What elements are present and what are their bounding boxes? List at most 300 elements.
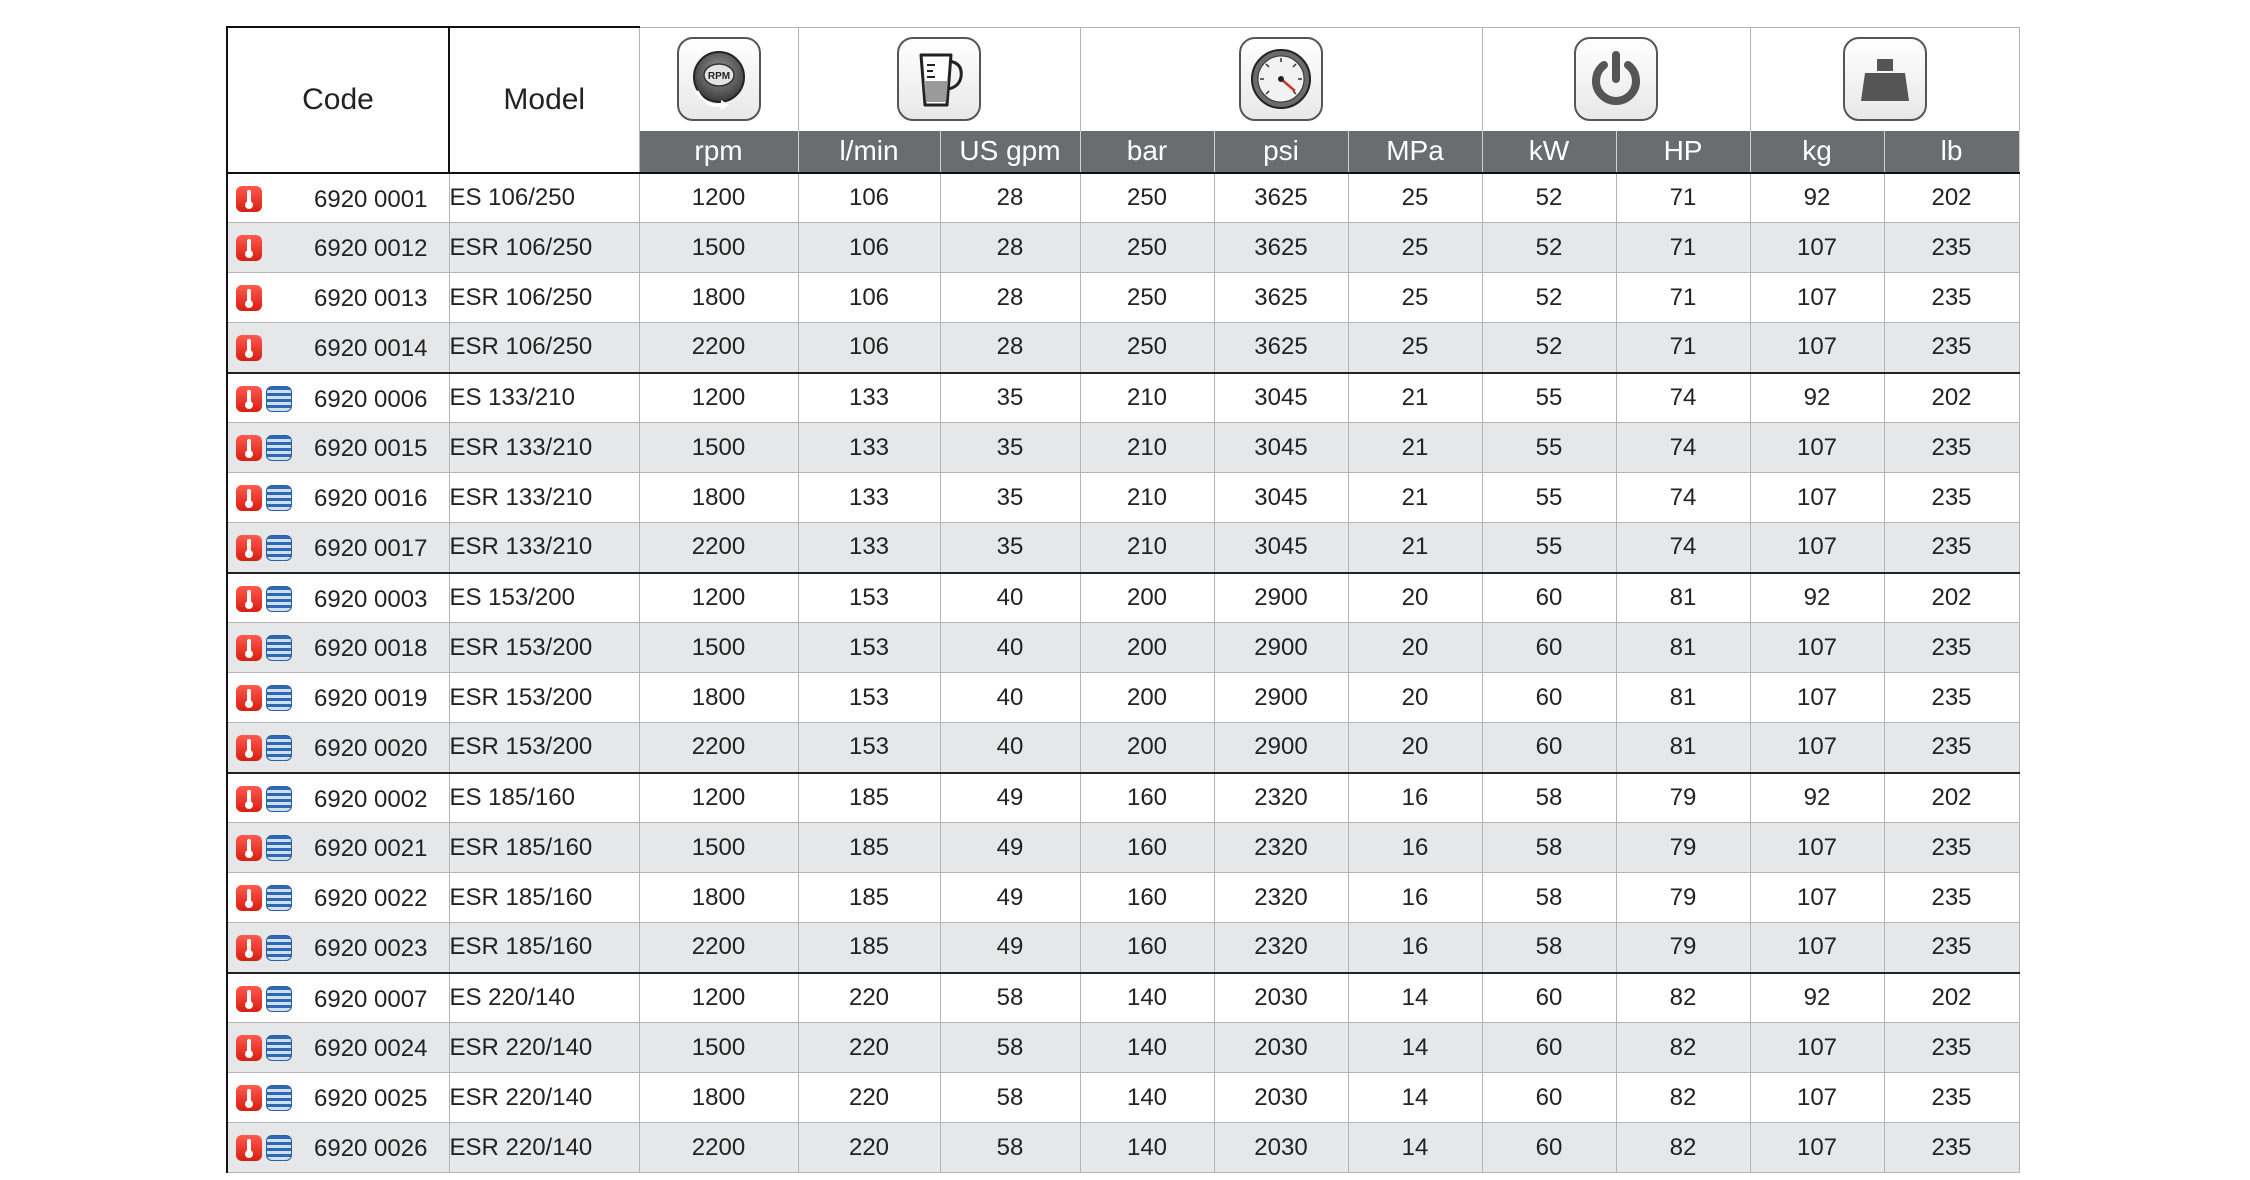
cooling-icon xyxy=(266,1035,292,1061)
lmin-cell: 106 xyxy=(798,273,940,323)
code-cell xyxy=(227,423,449,473)
unit-lb: lb xyxy=(1884,131,2019,173)
table-row xyxy=(227,673,2019,723)
bar-cell: 140 xyxy=(1080,1073,1214,1123)
kw-cell: 58 xyxy=(1482,823,1616,873)
code-cell xyxy=(227,723,449,773)
hp-cell: 71 xyxy=(1616,273,1750,323)
unit-kg: kg xyxy=(1750,131,1884,173)
rpm-cell: 1800 xyxy=(639,673,798,723)
kw-cell: 60 xyxy=(1482,673,1616,723)
lb-cell: 235 xyxy=(1884,723,2019,773)
code-cell xyxy=(227,323,449,373)
rpm-cell: 1500 xyxy=(639,623,798,673)
hp-cell: 82 xyxy=(1616,1023,1750,1073)
model-cell: ESR 185/160 xyxy=(449,923,639,973)
table-row xyxy=(227,723,2019,773)
thermal-icon xyxy=(236,685,262,711)
code-text: 6920 0022 xyxy=(314,885,428,912)
code-cell xyxy=(227,873,449,923)
bar-cell: 200 xyxy=(1080,723,1214,773)
kw-cell: 60 xyxy=(1482,623,1616,673)
thermal-icon xyxy=(236,885,262,911)
bar-cell: 210 xyxy=(1080,473,1214,523)
rpm-cell: 1200 xyxy=(639,573,798,623)
hp-cell: 82 xyxy=(1616,1123,1750,1173)
thermal-icon xyxy=(236,285,262,311)
kg-cell: 92 xyxy=(1750,173,1884,223)
code-text: 6920 0024 xyxy=(314,1035,428,1062)
code-text: 6920 0019 xyxy=(314,685,428,712)
lmin-cell: 106 xyxy=(798,173,940,223)
kw-cell: 60 xyxy=(1482,973,1616,1023)
cooling-icon xyxy=(266,586,292,612)
unit-hp: HP xyxy=(1616,131,1750,173)
rpm-cell: 2200 xyxy=(639,523,798,573)
usgpm-cell: 28 xyxy=(940,323,1080,373)
mpa-cell: 20 xyxy=(1348,723,1482,773)
table-row xyxy=(227,873,2019,923)
mpa-cell: 25 xyxy=(1348,223,1482,273)
bar-cell: 250 xyxy=(1080,173,1214,223)
pump-spec-table xyxy=(226,26,2020,1173)
row-badges xyxy=(236,485,292,511)
psi-cell: 3625 xyxy=(1214,173,1348,223)
row-badges xyxy=(236,1035,292,1061)
bar-cell: 160 xyxy=(1080,823,1214,873)
thermal-icon xyxy=(236,386,262,412)
lb-cell: 235 xyxy=(1884,223,2019,273)
model-cell: ES 153/200 xyxy=(449,573,639,623)
mpa-cell: 20 xyxy=(1348,673,1482,723)
hp-cell: 74 xyxy=(1616,423,1750,473)
row-badges xyxy=(236,285,266,311)
thermal-icon xyxy=(236,635,262,661)
lmin-cell: 153 xyxy=(798,673,940,723)
rpm-cell: 1800 xyxy=(639,1073,798,1123)
psi-cell: 2900 xyxy=(1214,623,1348,673)
bar-cell: 140 xyxy=(1080,1123,1214,1173)
cooling-icon xyxy=(266,535,292,561)
bar-cell: 200 xyxy=(1080,573,1214,623)
power-icon xyxy=(1574,37,1658,121)
hp-cell: 81 xyxy=(1616,573,1750,623)
unit-usgpm: US gpm xyxy=(940,131,1080,173)
lmin-cell: 220 xyxy=(798,1073,940,1123)
kg-cell: 107 xyxy=(1750,673,1884,723)
lb-cell: 235 xyxy=(1884,323,2019,373)
hp-cell: 71 xyxy=(1616,323,1750,373)
mpa-cell: 25 xyxy=(1348,323,1482,373)
kw-cell: 52 xyxy=(1482,223,1616,273)
row-badges xyxy=(236,986,292,1012)
lb-cell: 235 xyxy=(1884,1023,2019,1073)
psi-cell: 3625 xyxy=(1214,223,1348,273)
kg-cell: 107 xyxy=(1750,623,1884,673)
model-cell: ESR 133/210 xyxy=(449,523,639,573)
psi-cell: 3625 xyxy=(1214,323,1348,373)
model-cell: ESR 133/210 xyxy=(449,423,639,473)
usgpm-cell: 58 xyxy=(940,973,1080,1023)
lb-cell: 235 xyxy=(1884,1123,2019,1173)
row-badges xyxy=(236,735,292,761)
rpm-cell: 2200 xyxy=(639,923,798,973)
psi-cell: 2900 xyxy=(1214,723,1348,773)
table-row xyxy=(227,1023,2019,1073)
kg-cell: 107 xyxy=(1750,473,1884,523)
lmin-cell: 153 xyxy=(798,723,940,773)
lmin-cell: 185 xyxy=(798,873,940,923)
kw-cell: 52 xyxy=(1482,273,1616,323)
kw-cell: 58 xyxy=(1482,923,1616,973)
code-cell xyxy=(227,623,449,673)
psi-cell: 2030 xyxy=(1214,1073,1348,1123)
thermal-icon xyxy=(236,1035,262,1061)
kg-cell: 107 xyxy=(1750,1073,1884,1123)
model-column-header: Model xyxy=(449,27,639,173)
usgpm-cell: 40 xyxy=(940,623,1080,673)
code-cell xyxy=(227,1073,449,1123)
usgpm-cell: 58 xyxy=(940,1073,1080,1123)
usgpm-cell: 49 xyxy=(940,823,1080,873)
kg-cell: 107 xyxy=(1750,873,1884,923)
code-cell xyxy=(227,373,449,423)
model-cell: ESR 106/250 xyxy=(449,273,639,323)
model-cell: ESR 153/200 xyxy=(449,623,639,673)
kg-cell: 107 xyxy=(1750,1023,1884,1073)
table-row xyxy=(227,323,2019,373)
mpa-cell: 14 xyxy=(1348,973,1482,1023)
row-badges xyxy=(236,235,266,261)
row-badges xyxy=(236,586,292,612)
weight-icon xyxy=(1843,37,1927,121)
psi-cell: 2320 xyxy=(1214,823,1348,873)
kg-cell: 92 xyxy=(1750,773,1884,823)
kg-cell: 107 xyxy=(1750,423,1884,473)
bar-cell: 210 xyxy=(1080,423,1214,473)
bar-cell: 140 xyxy=(1080,973,1214,1023)
pressure-icon-header xyxy=(1080,27,1482,131)
mpa-cell: 20 xyxy=(1348,623,1482,673)
lb-cell: 235 xyxy=(1884,1073,2019,1123)
table-row xyxy=(227,773,2019,823)
lmin-cell: 185 xyxy=(798,923,940,973)
code-text: 6920 0006 xyxy=(314,385,428,413)
bar-cell: 250 xyxy=(1080,223,1214,273)
bar-cell: 210 xyxy=(1080,373,1214,423)
hp-cell: 81 xyxy=(1616,623,1750,673)
cooling-icon xyxy=(266,1135,292,1161)
kg-cell: 92 xyxy=(1750,573,1884,623)
lb-cell: 202 xyxy=(1884,573,2019,623)
psi-cell: 2900 xyxy=(1214,573,1348,623)
model-cell: ESR 133/210 xyxy=(449,473,639,523)
cooling-icon xyxy=(266,635,292,661)
model-cell: ESR 185/160 xyxy=(449,873,639,923)
code-cell xyxy=(227,273,449,323)
row-badges xyxy=(236,635,292,661)
code-text: 6920 0002 xyxy=(314,785,428,813)
code-text: 6920 0016 xyxy=(314,485,428,512)
hp-cell: 74 xyxy=(1616,473,1750,523)
bar-cell: 140 xyxy=(1080,1023,1214,1073)
cooling-icon xyxy=(266,885,292,911)
kg-cell: 107 xyxy=(1750,223,1884,273)
table-row xyxy=(227,173,2019,223)
rpm-cell: 1200 xyxy=(639,373,798,423)
rpm-cell: 1500 xyxy=(639,223,798,273)
row-badges xyxy=(236,435,292,461)
thermal-icon xyxy=(236,986,262,1012)
lb-cell: 235 xyxy=(1884,923,2019,973)
usgpm-cell: 49 xyxy=(940,923,1080,973)
model-cell: ESR 153/200 xyxy=(449,723,639,773)
kg-cell: 107 xyxy=(1750,523,1884,573)
lb-cell: 235 xyxy=(1884,623,2019,673)
usgpm-cell: 35 xyxy=(940,473,1080,523)
lmin-cell: 220 xyxy=(798,973,940,1023)
lb-cell: 202 xyxy=(1884,773,2019,823)
table-row xyxy=(227,573,2019,623)
thermal-icon xyxy=(236,586,262,612)
model-cell: ESR 153/200 xyxy=(449,673,639,723)
hp-cell: 81 xyxy=(1616,723,1750,773)
row-badges xyxy=(236,885,292,911)
unit-psi: psi xyxy=(1214,131,1348,173)
mpa-cell: 16 xyxy=(1348,823,1482,873)
hp-cell: 79 xyxy=(1616,873,1750,923)
code-text: 6920 0025 xyxy=(314,1085,428,1112)
kg-cell: 107 xyxy=(1750,323,1884,373)
usgpm-cell: 28 xyxy=(940,173,1080,223)
flow-jug-icon xyxy=(897,37,981,121)
table-row xyxy=(227,223,2019,273)
kw-cell: 55 xyxy=(1482,523,1616,573)
cooling-icon xyxy=(266,986,292,1012)
lmin-cell: 220 xyxy=(798,1123,940,1173)
psi-cell: 2320 xyxy=(1214,923,1348,973)
mpa-cell: 21 xyxy=(1348,473,1482,523)
bar-cell: 210 xyxy=(1080,523,1214,573)
thermal-icon xyxy=(236,1135,262,1161)
rpm-cell: 2200 xyxy=(639,723,798,773)
table-row xyxy=(227,473,2019,523)
model-cell: ES 133/210 xyxy=(449,373,639,423)
rpm-cell: 1500 xyxy=(639,823,798,873)
usgpm-cell: 49 xyxy=(940,873,1080,923)
lb-cell: 235 xyxy=(1884,673,2019,723)
row-badges xyxy=(236,1135,292,1161)
lb-cell: 235 xyxy=(1884,873,2019,923)
psi-cell: 3045 xyxy=(1214,423,1348,473)
lb-cell: 235 xyxy=(1884,423,2019,473)
mpa-cell: 16 xyxy=(1348,923,1482,973)
flow-icon-header xyxy=(798,27,1080,131)
row-badges xyxy=(236,186,266,212)
code-cell xyxy=(227,923,449,973)
code-text: 6920 0017 xyxy=(314,535,428,562)
bar-cell: 160 xyxy=(1080,873,1214,923)
code-cell xyxy=(227,173,449,223)
model-cell: ESR 106/250 xyxy=(449,223,639,273)
row-badges xyxy=(236,535,292,561)
kw-cell: 60 xyxy=(1482,1123,1616,1173)
lmin-cell: 106 xyxy=(798,223,940,273)
lb-cell: 202 xyxy=(1884,373,2019,423)
code-text: 6920 0023 xyxy=(314,935,428,962)
usgpm-cell: 35 xyxy=(940,423,1080,473)
mpa-cell: 14 xyxy=(1348,1123,1482,1173)
thermal-icon xyxy=(236,1085,262,1111)
row-badges xyxy=(236,935,292,961)
code-text: 6920 0018 xyxy=(314,635,428,662)
cooling-icon xyxy=(266,1085,292,1111)
pressure-gauge-icon xyxy=(1239,37,1323,121)
spec-table-body xyxy=(227,173,2019,1173)
kg-cell: 92 xyxy=(1750,973,1884,1023)
row-badges xyxy=(236,335,266,361)
usgpm-cell: 40 xyxy=(940,723,1080,773)
thermal-icon xyxy=(236,485,262,511)
bar-cell: 250 xyxy=(1080,273,1214,323)
psi-cell: 2320 xyxy=(1214,773,1348,823)
mpa-cell: 20 xyxy=(1348,573,1482,623)
code-column-header: Code xyxy=(227,27,449,173)
hp-cell: 82 xyxy=(1616,1073,1750,1123)
lmin-cell: 185 xyxy=(798,823,940,873)
rpm-cell: 1200 xyxy=(639,973,798,1023)
usgpm-cell: 28 xyxy=(940,223,1080,273)
bar-cell: 250 xyxy=(1080,323,1214,373)
hp-cell: 81 xyxy=(1616,673,1750,723)
thermal-icon xyxy=(236,235,262,261)
lmin-cell: 220 xyxy=(798,1023,940,1073)
hp-cell: 82 xyxy=(1616,973,1750,1023)
code-cell xyxy=(227,773,449,823)
lb-cell: 235 xyxy=(1884,273,2019,323)
psi-cell: 2900 xyxy=(1214,673,1348,723)
kg-cell: 107 xyxy=(1750,923,1884,973)
unit-mpa: MPa xyxy=(1348,131,1482,173)
code-text: 6920 0020 xyxy=(314,735,428,762)
rpm-cell: 2200 xyxy=(639,323,798,373)
hp-cell: 71 xyxy=(1616,223,1750,273)
cooling-icon xyxy=(266,485,292,511)
code-text: 6920 0014 xyxy=(314,335,428,362)
table-row xyxy=(227,973,2019,1023)
usgpm-cell: 58 xyxy=(940,1023,1080,1073)
usgpm-cell: 49 xyxy=(940,773,1080,823)
cooling-icon xyxy=(266,435,292,461)
cooling-icon xyxy=(266,735,292,761)
thermal-icon xyxy=(236,435,262,461)
psi-cell: 3045 xyxy=(1214,373,1348,423)
table-row xyxy=(227,273,2019,323)
thermal-icon xyxy=(236,735,262,761)
table-row xyxy=(227,523,2019,573)
kw-cell: 58 xyxy=(1482,773,1616,823)
usgpm-cell: 40 xyxy=(940,673,1080,723)
lmin-cell: 153 xyxy=(798,623,940,673)
kw-cell: 55 xyxy=(1482,473,1616,523)
unit-rpm: rpm xyxy=(639,131,798,173)
rpm-cell: 1500 xyxy=(639,423,798,473)
code-cell xyxy=(227,673,449,723)
model-cell: ESR 220/140 xyxy=(449,1073,639,1123)
code-text: 6920 0003 xyxy=(314,585,428,613)
weight-icon-header xyxy=(1750,27,2019,131)
hp-cell: 79 xyxy=(1616,923,1750,973)
rpm-icon xyxy=(677,37,761,121)
kw-cell: 58 xyxy=(1482,873,1616,923)
table-row xyxy=(227,623,2019,673)
psi-cell: 2030 xyxy=(1214,1023,1348,1073)
unit-bar: bar xyxy=(1080,131,1214,173)
hp-cell: 79 xyxy=(1616,823,1750,873)
psi-cell: 3045 xyxy=(1214,523,1348,573)
bar-cell: 200 xyxy=(1080,623,1214,673)
rpm-cell: 1800 xyxy=(639,873,798,923)
kw-cell: 60 xyxy=(1482,723,1616,773)
code-text: 6920 0007 xyxy=(314,985,428,1013)
lb-cell: 235 xyxy=(1884,473,2019,523)
kw-cell: 52 xyxy=(1482,323,1616,373)
psi-cell: 2030 xyxy=(1214,973,1348,1023)
row-badges xyxy=(236,786,292,812)
hp-cell: 71 xyxy=(1616,173,1750,223)
power-icon-header xyxy=(1482,27,1750,131)
code-cell xyxy=(227,223,449,273)
bar-cell: 200 xyxy=(1080,673,1214,723)
lmin-cell: 133 xyxy=(798,423,940,473)
hp-cell: 74 xyxy=(1616,373,1750,423)
rpm-cell: 1800 xyxy=(639,473,798,523)
row-badges xyxy=(236,685,292,711)
kw-cell: 60 xyxy=(1482,573,1616,623)
thermal-icon xyxy=(236,535,262,561)
unit-kw: kW xyxy=(1482,131,1616,173)
code-cell xyxy=(227,973,449,1023)
code-cell xyxy=(227,1023,449,1073)
thermal-icon xyxy=(236,935,262,961)
model-cell: ES 220/140 xyxy=(449,973,639,1023)
table-row xyxy=(227,1123,2019,1173)
table-row xyxy=(227,823,2019,873)
mpa-cell: 25 xyxy=(1348,173,1482,223)
model-cell: ESR 220/140 xyxy=(449,1023,639,1073)
row-badges xyxy=(236,1085,292,1111)
model-cell: ESR 106/250 xyxy=(449,323,639,373)
kg-cell: 107 xyxy=(1750,723,1884,773)
bar-cell: 160 xyxy=(1080,923,1214,973)
row-badges xyxy=(236,835,292,861)
usgpm-cell: 35 xyxy=(940,523,1080,573)
kg-cell: 92 xyxy=(1750,373,1884,423)
mpa-cell: 21 xyxy=(1348,523,1482,573)
model-cell: ES 185/160 xyxy=(449,773,639,823)
usgpm-cell: 58 xyxy=(940,1123,1080,1173)
table-row xyxy=(227,373,2019,423)
kg-cell: 107 xyxy=(1750,823,1884,873)
model-cell: ES 106/250 xyxy=(449,173,639,223)
kg-cell: 107 xyxy=(1750,273,1884,323)
thermal-icon xyxy=(236,335,262,361)
hp-cell: 79 xyxy=(1616,773,1750,823)
bar-cell: 160 xyxy=(1080,773,1214,823)
rpm-cell: 2200 xyxy=(639,1123,798,1173)
rpm-icon-header xyxy=(639,27,798,131)
table-row xyxy=(227,923,2019,973)
